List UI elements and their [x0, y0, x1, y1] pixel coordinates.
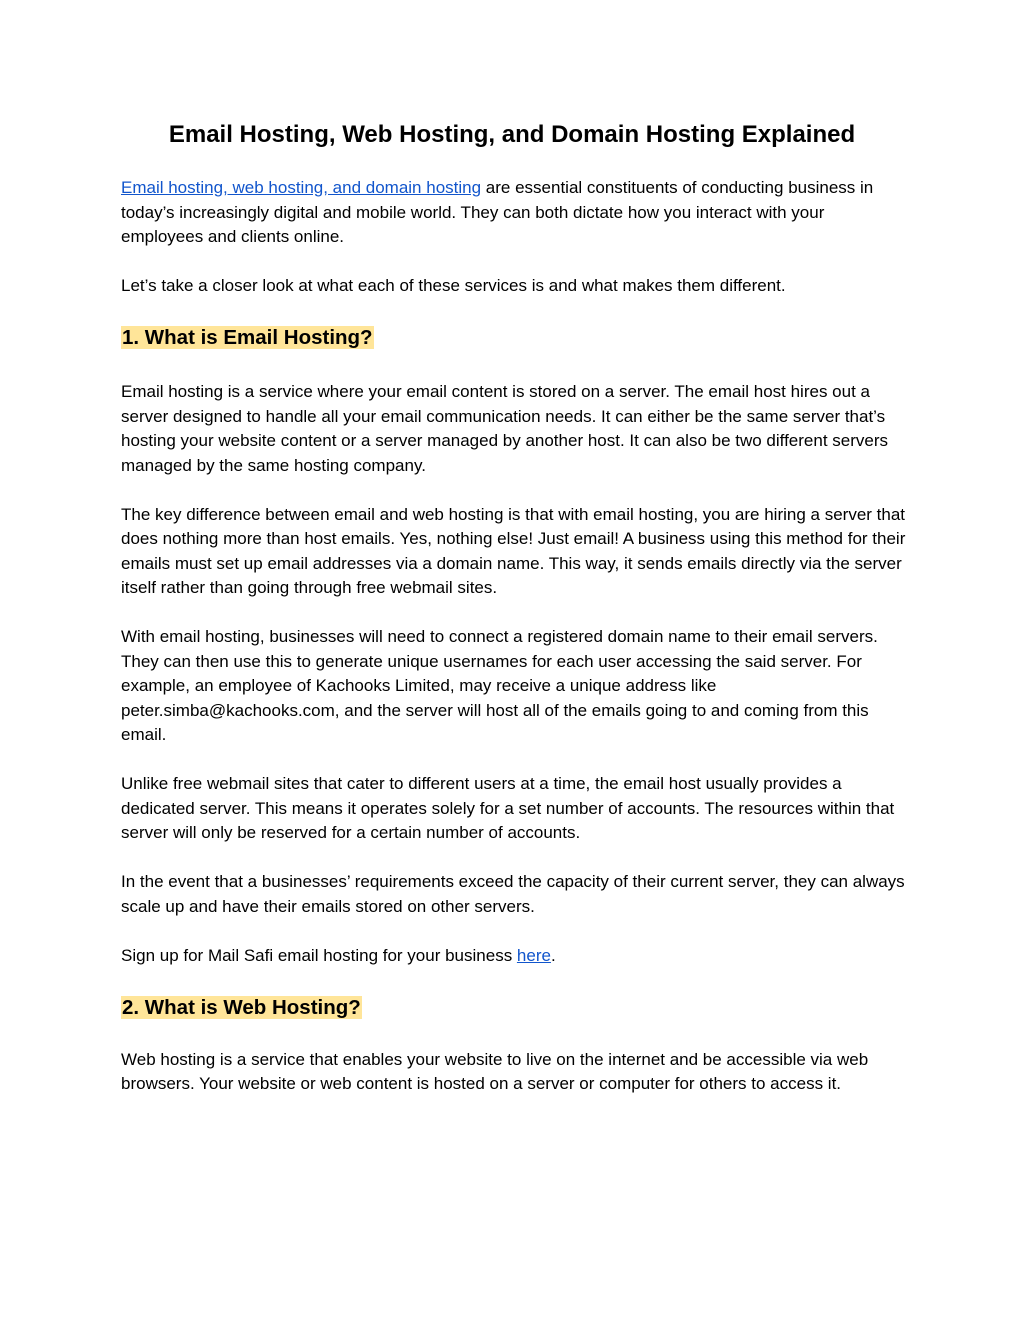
document-title: Email Hosting, Web Hosting, and Domain Hosting Explained	[168, 121, 856, 148]
signup-here-link[interactable]: here	[516, 945, 551, 965]
section-heading-web-hosting	[121, 993, 906, 1023]
intro-text: are essential constituents of conducting business in today’s increasingly digital and mobile world. They can both dictate how you interact with your employees and clients online.	[121, 178, 874, 246]
email-hosting-paragraph-3: With email hosting, businesses will need to connect a registered domain name to their email servers. They can then use this to generate unique usernames for each user accessing the said server. For example, an employee of Kachooks Limited, may receive a unique address like peter.simba@kachooks.com, and the server will host all of the emails going to and coming from this email.	[121, 627, 878, 744]
signup-paragraph	[121, 944, 906, 969]
section-heading-email-hosting-text: 1. What is Email Hosting?	[122, 326, 373, 349]
email-hosting-paragraph-2: The key difference between email and web hosting is that with email hosting, you are hiring a server that does nothing more than host emails. Yes, nothing else! Just email! A business using this method for their emails must set up email addresses via a domain name. This way, it sends emails directly via the server itself rather than going through free webmail sites.	[121, 504, 906, 597]
document-body	[121, 176, 906, 1121]
section-heading-email-hosting	[121, 323, 906, 353]
hosting-types-link[interactable]: Email hosting, web hosting, and domain hosting	[121, 178, 482, 197]
email-hosting-paragraph-5: In the event that a businesses’ requirements exceed the capacity of their current server, they can always scale up and have their emails stored on other servers.	[121, 872, 905, 916]
signup-period: .	[550, 945, 556, 965]
section-heading-web-hosting-text: 2. What is Web Hosting?	[122, 995, 361, 1019]
email-hosting-paragraph-1: Email hosting is a service where your email content is stored on a server. The email host hires out a server designed to handle all your email communication needs. It can either be the same server that’s hosting your website content or a server managed by another host. It can also be two different servers managed by the same hosting company.	[121, 382, 889, 475]
intro-paragraph	[121, 176, 906, 250]
web-hosting-paragraph-1: Web hosting is a service that enables your website to live on the internet and be accessible via web browsers. Your website or web content is hosted on a server or computer for others to access it.	[121, 1049, 869, 1093]
intro-paragraph-2: Let’s take a closer look at what each of these services is and what makes them different.	[121, 276, 786, 295]
signup-text: Sign up for Mail Safi email hosting for your business	[121, 945, 517, 965]
email-hosting-paragraph-4: Unlike free webmail sites that cater to different users at a time, the email host usually provides a dedicated server. This means it operates solely for a set number of accounts. The resources within that server will only be reserved for a certain number of accounts.	[121, 774, 895, 842]
